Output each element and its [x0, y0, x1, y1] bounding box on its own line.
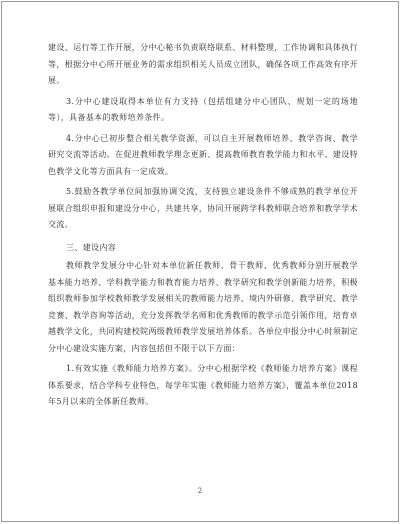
paragraph-content-intro: 教师教学发展分中心针对本单位新任教师、骨干教师、优秀教师分别开展教学基本能力培养、学科教学能力和教育能力培养、教学研究和教学创新能力培养，积极组织教师参加学校教师教学发展相关的教师能力培养、境内外研修、教学研究、教学竞赛、教学咨询等活动，充分发挥教学名师和优秀教师的教学示范引领作用，培育卓越教学文化，共同构建校院两级教师教学发展培养体系。各单位申报分中心时须制定分中心建设实施方案，内容包括但不限于以下方面：	[48, 261, 358, 353]
section-heading: 三、建设内容	[66, 242, 117, 252]
paragraph-content-item-1: 1.有效实施《教师能力培养方案》。分中心根据学校《教师能力培养方案》课程体系要求，结合学科专业特色，每学年实施《教师能力培养方案》，覆盖本单位2018年5月以来的全体新任教师。	[48, 364, 359, 406]
page-number: 2	[197, 487, 203, 495]
paragraph-item-5: 5.鼓励各教学单位间加强协调交流，支持独立建设条件不够成熟的教学单位开展联合组织申报和建设分中心，共建共享，协同开展跨学科教师联合培养和教学学术交流。	[48, 187, 358, 229]
document-body	[48, 40, 358, 411]
document-page	[1, 1, 399, 522]
paragraph-item-4: 4.分中心已初步整合相关教学资源，可以自主开展教师培养、教学咨询、教学研究交流等活动。在促进教师教学理念更新、提高教师教育教学能力和水平、建设特色教学文化等方面具有一定成效。	[48, 133, 358, 176]
paragraph-item-3: 3.分中心建设取得本单位有力支持（包括组建分中心团队、规划一定的场地等），具备基本的教师培养条件。	[48, 96, 358, 122]
paragraph-continuation: 建设、运行等工作开展，分中心秘书负责联络联系、材料整理，工作协调和具体执行等，根据分中心所开展业务的需求组织相关人员成立团队，确保各项工作高效有序开展。	[48, 43, 358, 85]
